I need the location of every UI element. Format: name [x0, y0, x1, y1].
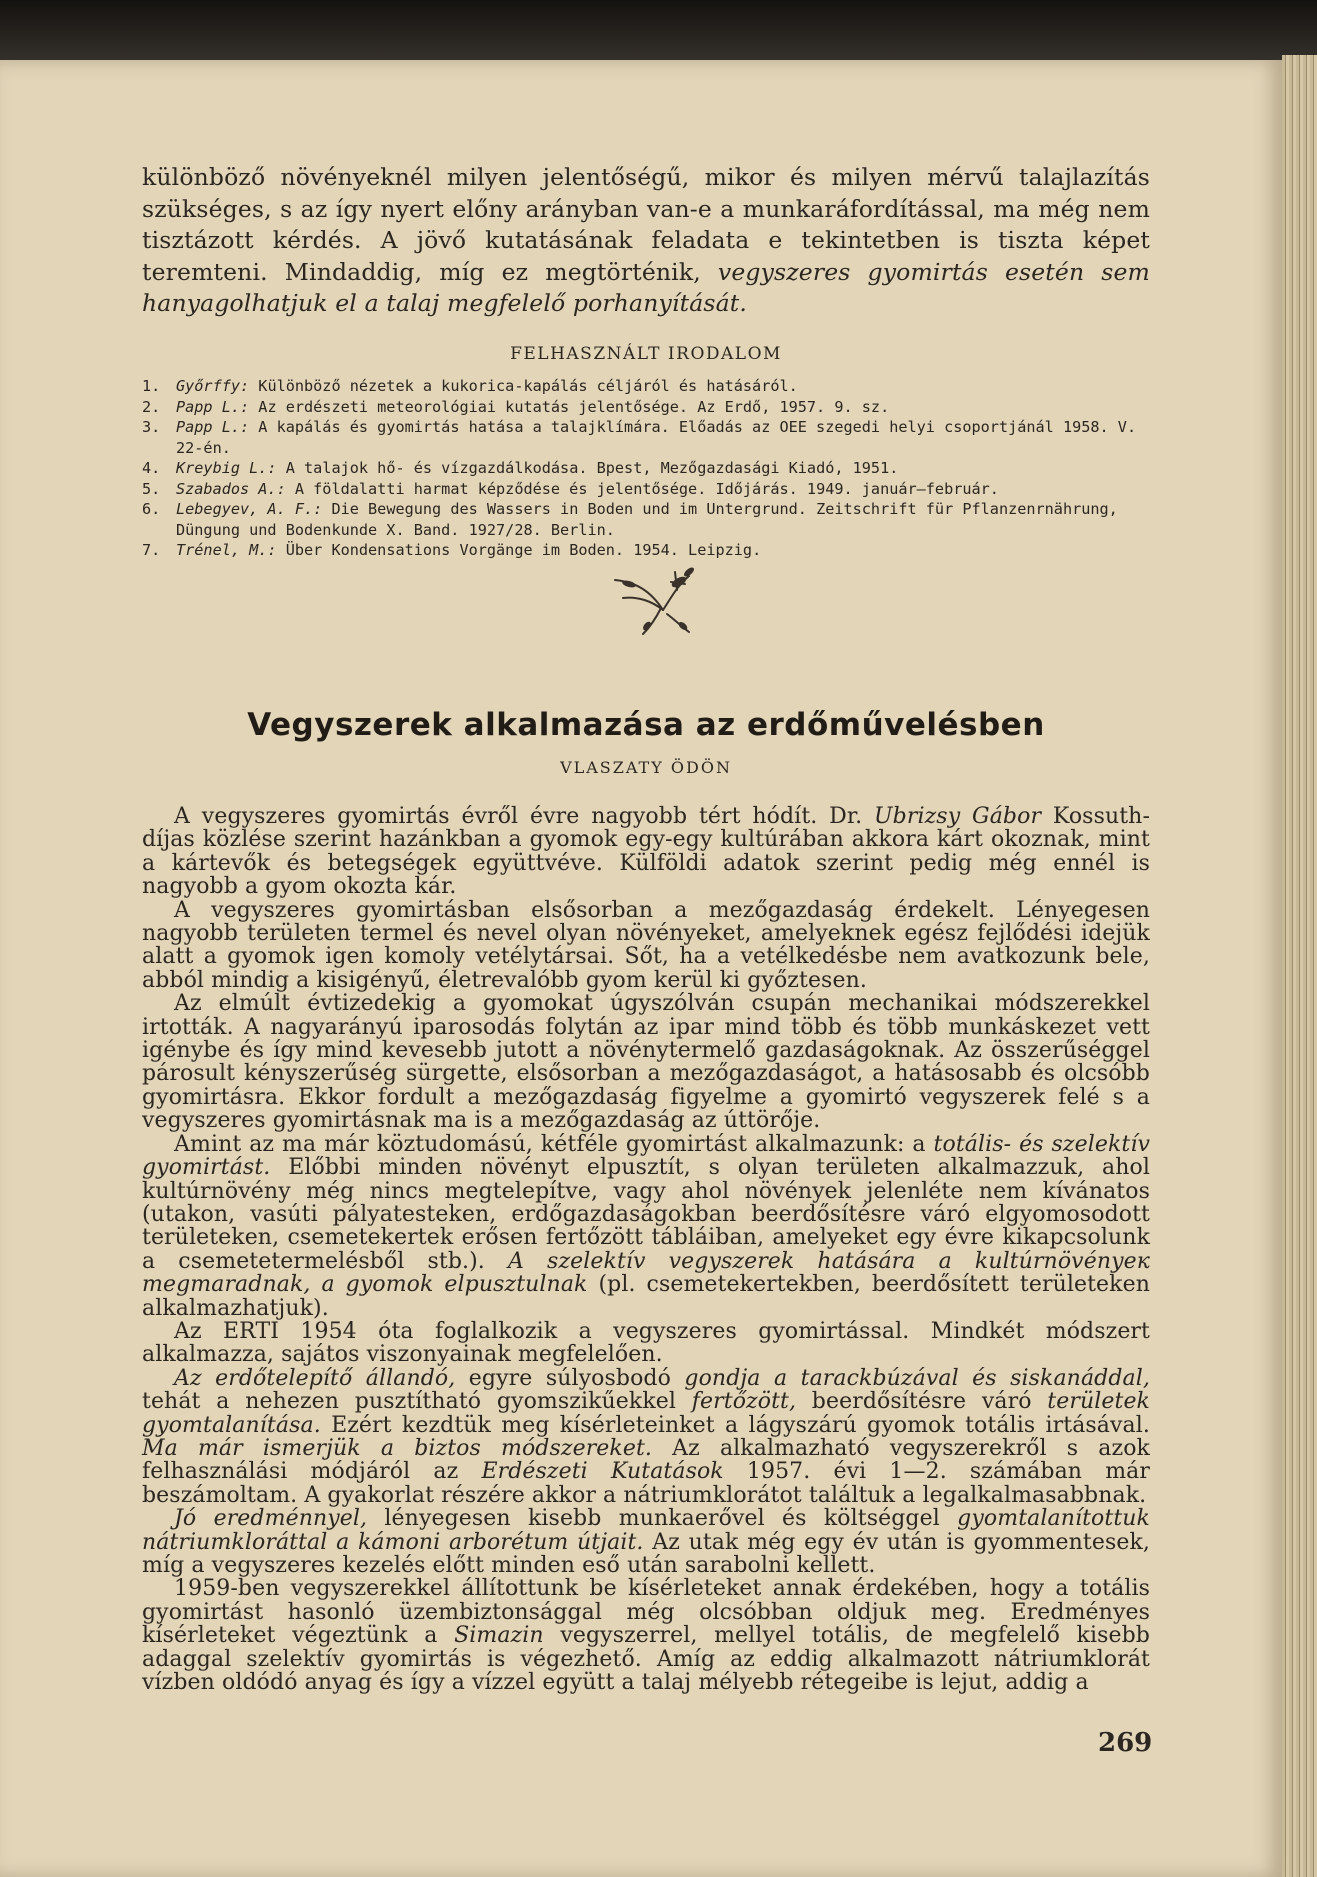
- paragraph: 1959-ben vegyszerekkel állítottunk be kísérleteket annak érdekében, hogy a totális gyomirtást hasonló üzembiztonsággal még olcsóbban oldjuk meg. Eredményes kísérleteket végeztünk a Simazin vegyszerrel, mellyel totális, de megfelelő kisebb adaggal szelektív gyomirtás is végezhető. Amíg az eddig alkalmazott nátriumklorát vízben oldódó anyag és így a vízzel együtt a talaj mélyebb rétegeibe is lejut, addig a: [142, 1576, 1150, 1696]
- article-title: Vegyszerek alkalmazása az erdőművelésben: [247, 707, 1045, 743]
- reference-item: 4. Kreybig L.: A talajok hő- és vízgazdálkodása. Bpest, Mezőgazdasági Kiadó, 1951.: [142, 459, 899, 477]
- reference-item: 7. Trénel, M.: Über Kondensations Vorgänge im Boden. 1954. Leipzig.: [142, 541, 762, 559]
- paragraph: Az erdőtelepítő állandó, egyre súlyosbodó gondja a tarackbúzával és siskanáddal, tehát a nehezen pusztítható gyomszikűekkel fertőzött, beerdősítésre váró területek gyomtalanítása. Ezért kezdtük meg kísérleteinket a lágyszárú gyomok totális irtásával. Ma már ismerjük a biztos módszereket. Az alkalmazható vegyszerekről s azok felhasználási módjáról az Erdészeti Kutatások 1957. évi 1—2. számában már beszámoltam. A gyakorlat részére akkor a nátriumklorátot találtuk a legalkalmasabbnak.: [142, 1365, 1150, 1508]
- reference-item: 1. Győrffy: Különböző nézetek a kukorica-kapálás céljáról és hatásáról.: [142, 377, 798, 395]
- article-author: VLASZATY ÖDÖN: [560, 758, 732, 777]
- article-body: [142, 805, 1150, 1694]
- reference-item: 2. Papp L.: Az erdészeti meteorológiai kutatás jelentősége. Az Erdő, 1957. 9. sz.: [142, 397, 890, 416]
- reference-item: 5. Szabados A.: A földalatti harmat képződése és jelentősége. Időjárás. 1949. január—február.: [142, 479, 999, 498]
- page-number: 269: [1098, 1728, 1153, 1758]
- paragraph: A vegyszeres gyomirtás évről évre nagyobb tért hódít. Dr. Ubrizsy Gábor Kossuth-díjas közlése szerint hazánkban a gyomok egy-egy kultúrában akkora kárt okoznak, mint a kártevők és betegségek együttvéve. Külföldi adatok szerint pedig még ennél is nagyobb a gyom okozta kár.: [142, 804, 1150, 900]
- literature-list: [142, 376, 1150, 561]
- book-spine: [1282, 55, 1317, 1877]
- paragraph: Az elmúlt évtizedekig a gyomokat úgyszólván csupán mechanikai módszerekkel irtották. A nagyarányú iparosodás folytán az ipar mind több és több munkáskezet vett igénybe és így mind kevesebb jutott a növénytermelő gazdaságoknak. Az összerűséggel párosult kényszerűség sürgette, elsősorban a mezőgazdaságot, a hatásosabb és olcsóbb gyomirtásra. Ekkor fordult a mezőgazdaság figyelme a gyomirtó vegyszerek felé s a vegyszeres gyomirtásnak ma is a mezőgazdaság az úttörője.: [142, 991, 1150, 1134]
- paragraph: Jó eredménnyel, lényegesen kisebb munkaerővel és költséggel gyomtalanítottuk nátriumkloráttal a kámoni arborétum útjait. Az utak még egy év után is gyommentesek, míg a vegyszeres kezelés előtt minden eső után sarabolni kellett.: [142, 1506, 1150, 1578]
- leaf-ornament-icon: [605, 560, 700, 638]
- reference-item: 6. Lebegyev, A. F.: Die Bewegung des Wassers in Boden und im Untergrund. Zeitschrift für Pflanzenrnährung, Düngung und Bodenkunde X. Band. 1927/28. Berlin.: [142, 500, 1118, 539]
- literature-title: FELHASZNÁLT IRODALOM: [510, 344, 782, 364]
- intro-paragraph: különböző növényeknél milyen jelentőségű, mikor és milyen mérvű talajlazítás szükséges, s az így nyert előny arányban van-e a munkaráfordítással, ma még nem tisztázott kérdés. A jövő kutatásának feladata e tekintetben is tiszta képet teremteni. Mindaddig, míg ez megtörténik, vegyszeres gyomirtás esetén sem hanyagolhatjuk el a talaj megfelelő porhanyítását.: [142, 163, 1150, 317]
- paragraph: A vegyszeres gyomirtásban elsősorban a mezőgazdaság érdekelt. Lényegesen nagyobb területen termel és nevel olyan növényeket, amelyeknek egész fejlődési idejük alatt a gyomok igen komoly vetélytársai. Sőt, ha a vetélkedésbe nem avatkozunk bele, abból mindig a kisigényű, életrevalóbb gyom kerül ki győztesen.: [142, 897, 1150, 993]
- paragraph: Amint az ma már köztudomású, kétféle gyomirtást alkalmazunk: a totális- és szelektív gyomirtást. Előbbi minden növényt elpusztít, s olyan területen alkalmazzuk, ahol kultúrnövény még nincs megtelepítve, vagy ahol növények jelenléte nem kívánatos (utakon, vasúti pályatesteken, erdőgazdaságokban beerdősítésre váró elgyomosodott területeken, csemetekertek erősen fertőzött tábláiban, amelyeket egy évre kikapcsolunk a csemetetermelésből stb.). A szelektív vegyszerek hatására a kultúrnövényeк megmaradnak, a gyomok elpusztulnak (pl. csemetekertekben, beerdősített területeken alkalmazhatjuk).: [142, 1131, 1151, 1321]
- paragraph: Az ERTI 1954 óta foglalkozik a vegyszeres gyomirtással. Mindkét módszert alkalmazza, sajátos viszonyainak megfelelően.: [142, 1318, 1150, 1368]
- reference-item: 3. Papp L.: A kapálás és gyomirtás hatása a talajklímára. Előadás az OEE szegedi helyi csoportjánál 1958. V. 22-én.: [142, 418, 1137, 457]
- intro-text: [142, 162, 1150, 320]
